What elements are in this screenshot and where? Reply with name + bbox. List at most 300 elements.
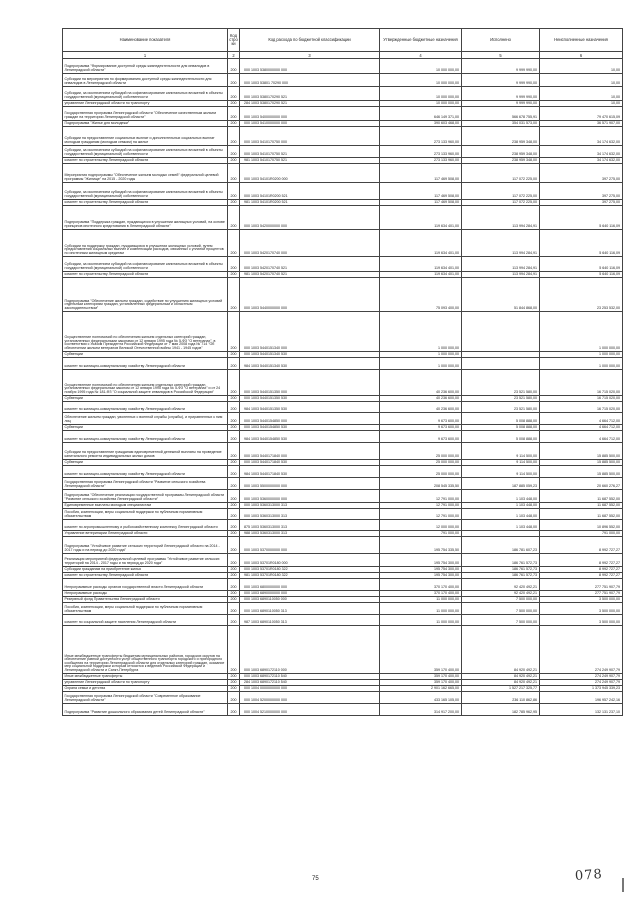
table-row bbox=[63, 615, 623, 626]
row-approved-amount: 40 236 600,00 bbox=[380, 370, 462, 396]
row-approved-amount: 40 236 600,00 bbox=[380, 402, 462, 413]
row-executed-amount: 23 521 580,00 bbox=[462, 396, 540, 402]
row-unexecuted-amount: 3 500 000,00 bbox=[540, 603, 623, 615]
row-unexecuted-amount: 4 664 712,00 bbox=[540, 431, 623, 443]
row-executed-amount: 113 994 284,91 bbox=[462, 257, 540, 272]
row-classification-code: 000 1003 5360313000 313 bbox=[240, 503, 380, 509]
row-executed-amount: 9 114 500,00 bbox=[462, 466, 540, 478]
row-executed-amount: 9 114 500,00 bbox=[462, 460, 540, 466]
row-unexecuted-amount: 16 715 020,00 bbox=[540, 396, 623, 402]
row-classification-code: 000 1003 5440151350 000 bbox=[240, 370, 380, 396]
row-approved-amount: 195 754 300,00 bbox=[380, 554, 462, 567]
row-code: 200 bbox=[228, 626, 240, 674]
row-approved-amount: 273 133 960,00 bbox=[380, 127, 462, 146]
row-classification-code: 000 1003 5440000000 000 bbox=[240, 278, 380, 312]
row-approved-amount: 195 754 335,50 bbox=[380, 537, 462, 554]
table-row bbox=[63, 127, 623, 146]
row-unexecuted-amount: 277 751 907,79 bbox=[540, 579, 623, 591]
row-executed-amount: 92 420 492,21 bbox=[462, 579, 540, 591]
table-body bbox=[63, 59, 623, 716]
row-code: 200 bbox=[228, 59, 240, 74]
row-executed-amount: 236 110 862,86 bbox=[462, 692, 540, 704]
row-classification-code: 284 1003 5380170290 521 bbox=[240, 101, 380, 107]
row-code: 200 bbox=[228, 425, 240, 431]
row-code: 200 bbox=[228, 567, 240, 573]
table-row bbox=[63, 107, 623, 121]
row-executed-amount: 238 959 348,00 bbox=[462, 127, 540, 146]
row-classification-code: 000 1003 54101R0200 000 bbox=[240, 164, 380, 183]
row-executed-amount: 9 999 990,00 bbox=[462, 101, 540, 107]
row-code: 200 bbox=[228, 158, 240, 164]
row-classification-code: 000 1003 5440154850 530 bbox=[240, 425, 380, 431]
row-classification-code: 000 1003 5440151340 000 bbox=[240, 312, 380, 352]
row-code: 200 bbox=[228, 370, 240, 396]
row-code: 200 bbox=[228, 460, 240, 466]
row-unexecuted-amount: 11 687 552,00 bbox=[540, 509, 623, 520]
row-unexecuted-amount: 10,00 bbox=[540, 101, 623, 107]
row-code: 200 bbox=[228, 127, 240, 146]
row-name: комитет по жилищно-коммунальному хозяйству Ленинградской области bbox=[63, 466, 228, 478]
row-name: Подпрограмма "Жилье для молодежи" bbox=[63, 121, 228, 127]
table-row bbox=[63, 278, 623, 312]
row-unexecuted-amount: 8 992 727,27 bbox=[540, 554, 623, 567]
table-row bbox=[63, 59, 623, 74]
row-approved-amount: 117 469 508,00 bbox=[380, 164, 462, 183]
row-unexecuted-amount: 5 640 116,09 bbox=[540, 272, 623, 278]
row-name: комитет по строительству Ленинградской области bbox=[63, 200, 228, 206]
row-unexecuted-amount: 1 000 000,00 bbox=[540, 352, 623, 358]
row-unexecuted-amount: 34 174 632,00 bbox=[540, 127, 623, 146]
table-row bbox=[63, 579, 623, 591]
row-unexecuted-amount: 274 249 907,79 bbox=[540, 626, 623, 674]
row-code: 200 bbox=[228, 358, 240, 370]
row-classification-code: 981 1003 5410170750 521 bbox=[240, 158, 380, 164]
row-classification-code: 000 1003 5360313000 313 bbox=[240, 509, 380, 520]
row-executed-amount: 5 008 888,00 bbox=[462, 425, 540, 431]
row-code: 200 bbox=[228, 509, 240, 520]
row-classification-code: 000 1003 5440171840 530 bbox=[240, 460, 380, 466]
row-name: Подпрограмма "Обеспечение реализации государственной программы Ленинградской области "Развитие сельского хозяйства Ленинградской области" bbox=[63, 490, 228, 503]
row-name: Субвенции bbox=[63, 425, 228, 431]
row-code: 200 bbox=[228, 615, 240, 626]
row-unexecuted-amount: 10 896 552,00 bbox=[540, 520, 623, 531]
row-unexecuted-amount: 11 687 552,00 bbox=[540, 503, 623, 509]
table-row bbox=[63, 478, 623, 490]
page-edge-mark bbox=[622, 878, 624, 892]
row-unexecuted-amount: 277 751 907,79 bbox=[540, 591, 623, 597]
row-approved-amount: 119 634 401,00 bbox=[380, 206, 462, 230]
row-name: Субвенции bbox=[63, 460, 228, 466]
row-executed-amount: 187 885 059,23 bbox=[462, 478, 540, 490]
row-name: Субсидии, за исключением субсидий на софинансирование капитальных вложений в объекты государственной (муниципальной) собственности bbox=[63, 146, 228, 158]
row-classification-code: 000 1003 5380000000 000 bbox=[240, 59, 380, 74]
row-unexecuted-amount: 196 957 242,16 bbox=[540, 692, 623, 704]
row-name: Реализация мероприятий федеральной целевой программы "Устойчивое развитие сельских территорий на 2014 - 2017 годы и на период до 2020 года" bbox=[63, 554, 228, 567]
row-unexecuted-amount: 397 275,00 bbox=[540, 183, 623, 200]
row-code: 200 bbox=[228, 579, 240, 591]
row-classification-code: 984 1003 5440171840 530 bbox=[240, 466, 380, 478]
row-name: Иные межбюджетные трансферты бюджетам муниципальных районов, городских округов на обеспечение равной доступности услуг общественного транспорта городского и пригородного сообщения на территории Ленинградской области для отдельных категорий граждан, оказание мер социальной поддержки которым относится к ведению Российской Федерации и Ленинградской области и Санкт-Петербурга bbox=[63, 626, 228, 674]
row-classification-code: 981 1003 54101R0200 521 bbox=[240, 200, 380, 206]
row-code: 200 bbox=[228, 257, 240, 272]
row-approved-amount: 25 000 000,00 bbox=[380, 466, 462, 478]
row-approved-amount: 10 000 000,00 bbox=[380, 101, 462, 107]
row-executed-amount: 84 920 492,21 bbox=[462, 674, 540, 680]
row-classification-code: 000 1003 5410170750 000 bbox=[240, 127, 380, 146]
row-unexecuted-amount: 10,00 bbox=[540, 59, 623, 74]
row-executed-amount: 186 761 572,73 bbox=[462, 573, 540, 579]
row-approved-amount: 208 545 335,50 bbox=[380, 478, 462, 490]
row-name: управление Ленинградской области по транспорту bbox=[63, 101, 228, 107]
row-executed-amount: 117 072 225,00 bbox=[462, 200, 540, 206]
row-classification-code: 000 1004 5210000000 000 bbox=[240, 704, 380, 716]
row-name: Субвенции bbox=[63, 396, 228, 402]
row-approved-amount: 11 000 000,00 bbox=[380, 615, 462, 626]
row-executed-amount: 117 072 225,00 bbox=[462, 164, 540, 183]
table-row bbox=[63, 402, 623, 413]
row-name: Субсидии на предоставление социальных выплат и дополнительных социальных выплат молодым гражданам (молодым семьям) на жилье bbox=[63, 127, 228, 146]
table-row bbox=[63, 312, 623, 352]
row-executed-amount bbox=[462, 312, 540, 352]
row-executed-amount: 238 959 348,00 bbox=[462, 158, 540, 164]
row-executed-amount: 23 521 580,00 bbox=[462, 402, 540, 413]
row-approved-amount: 10 000 000,00 bbox=[380, 74, 462, 87]
row-unexecuted-amount: 791 000,00 bbox=[540, 531, 623, 537]
table-row bbox=[63, 509, 623, 520]
table-row bbox=[63, 146, 623, 158]
table-row bbox=[63, 164, 623, 183]
table-row bbox=[63, 358, 623, 370]
row-unexecuted-amount: 34 174 632,00 bbox=[540, 158, 623, 164]
row-executed-amount: 182 785 962,95 bbox=[462, 704, 540, 716]
row-executed-amount: 9 999 990,00 bbox=[462, 59, 540, 74]
row-unexecuted-amount: 16 715 020,00 bbox=[540, 402, 623, 413]
row-executed-amount bbox=[462, 358, 540, 370]
row-approved-amount: 370 170 400,00 bbox=[380, 579, 462, 591]
row-unexecuted-amount: 397 275,00 bbox=[540, 164, 623, 183]
row-executed-amount: 9 999 990,00 bbox=[462, 87, 540, 101]
table-header-row bbox=[63, 29, 623, 52]
row-classification-code: 000 1003 6800000000 000 bbox=[240, 579, 380, 591]
row-code: 200 bbox=[228, 278, 240, 312]
row-classification-code: 000 1003 5360000000 000 bbox=[240, 490, 380, 503]
row-approved-amount: 359 170 400,00 bbox=[380, 680, 462, 686]
row-executed-amount: 7 500 000,00 bbox=[462, 615, 540, 626]
row-executed-amount: 113 994 284,91 bbox=[462, 272, 540, 278]
row-approved-amount: 791 000,00 bbox=[380, 531, 462, 537]
row-code: 200 bbox=[228, 200, 240, 206]
table-row bbox=[63, 490, 623, 503]
row-name: Субсидии, за исключением субсидий на софинансирование капитальных вложений в объекты государственной (муниципальной) собственности bbox=[63, 87, 228, 101]
row-approved-amount: 9 673 600,00 bbox=[380, 431, 462, 443]
row-executed-amount: 354 031 573,00 bbox=[462, 121, 540, 127]
row-approved-amount: 390 603 468,00 bbox=[380, 121, 462, 127]
row-executed-amount: 7 500 000,00 bbox=[462, 597, 540, 603]
row-executed-amount: 1 527 217 325,77 bbox=[462, 686, 540, 692]
row-classification-code: 987 1003 6890110050 313 bbox=[240, 615, 380, 626]
row-code: 200 bbox=[228, 591, 240, 597]
row-approved-amount: 11 000 000,00 bbox=[380, 603, 462, 615]
row-unexecuted-amount: 23 253 532,00 bbox=[540, 278, 623, 312]
row-unexecuted-amount: 8 992 727,27 bbox=[540, 573, 623, 579]
column-number: 6 bbox=[540, 52, 623, 59]
row-approved-amount: 117 469 508,00 bbox=[380, 200, 462, 206]
row-executed-amount: 7 500 000,00 bbox=[462, 603, 540, 615]
column-number: 3 bbox=[240, 52, 380, 59]
row-name: комитет по социальной защите населения Ленинградской области bbox=[63, 615, 228, 626]
table-row bbox=[63, 74, 623, 87]
column-number: 2 bbox=[228, 52, 240, 59]
row-executed-amount: 113 994 284,91 bbox=[462, 206, 540, 230]
row-name: Иные межбюджетные трансферты bbox=[63, 674, 228, 680]
handwritten-sheet-number: 078 bbox=[574, 867, 604, 884]
row-name: Осуществление полномочий по обеспечению жильем отдельных категорий граждан, установленных федеральным законом от 12 января 1995 года № 5-ФЗ "О ветеранах" и от 24 ноября 1995 года № 181-ФЗ "О социальной защите инвалидов в Российской Федерации" bbox=[63, 370, 228, 396]
row-name: Подпрограмма "Формирование доступной среды жизнедеятельности для инвалидов в Ленинградской области" bbox=[63, 59, 228, 74]
row-name: управление Ленинградской области по транспорту bbox=[63, 680, 228, 686]
row-code: 200 bbox=[228, 396, 240, 402]
row-executed-amount: 1 103 448,00 bbox=[462, 490, 540, 503]
row-approved-amount: 359 170 400,00 bbox=[380, 626, 462, 674]
row-classification-code: 984 1003 5440151340 530 bbox=[240, 358, 380, 370]
row-name: Осуществление полномочий по обеспечению жильем отдельных категорий граждан, установленных федеральными законами от 12 января 1995 года № 5-ФЗ "О ветеранах", в соответствии с Указом Президента Российской Федерации от 7 мая 2008 года № 714 "Об обеспечении жильем ветеранов Великой Отечественной войны 1941 - 1945 годов" bbox=[63, 312, 228, 352]
row-approved-amount: 195 754 300,00 bbox=[380, 573, 462, 579]
row-classification-code: 000 1003 5420000000 000 bbox=[240, 206, 380, 230]
row-code: 200 bbox=[228, 443, 240, 460]
table-row bbox=[63, 370, 623, 396]
row-unexecuted-amount: 5 640 116,09 bbox=[540, 206, 623, 230]
row-unexecuted-amount: 1 373 945 339,23 bbox=[540, 686, 623, 692]
row-classification-code: 000 1003 5440154850 000 bbox=[240, 413, 380, 425]
row-name: Обеспечение жильем граждан, уволенных с военной службы (службы), и приравненных к ним лиц bbox=[63, 413, 228, 425]
row-executed-amount: 5 008 888,00 bbox=[462, 413, 540, 425]
row-unexecuted-amount: 11 687 552,00 bbox=[540, 490, 623, 503]
row-classification-code: 988 1003 5360313000 313 bbox=[240, 531, 380, 537]
row-code: 200 bbox=[228, 230, 240, 257]
row-unexecuted-amount: 1 000 000,00 bbox=[540, 312, 623, 352]
row-classification-code: 000 1003 5400000000 000 bbox=[240, 107, 380, 121]
row-name: Субсидии на поддержку граждан, нуждающихся в улучшении жилищных условий, путем предоставления социальных выплат и компенсации расходов, связанных с уплатой процентов по ипотечным жилищным кредитам bbox=[63, 230, 228, 257]
row-unexecuted-amount: 10,00 bbox=[540, 74, 623, 87]
row-classification-code: 000 1003 5440151350 530 bbox=[240, 396, 380, 402]
row-code: 200 bbox=[228, 537, 240, 554]
header-executed: Исполнено bbox=[462, 29, 540, 52]
table-row bbox=[63, 603, 623, 615]
row-name: Резервный фонд Правительства Ленинградской области bbox=[63, 597, 228, 603]
row-unexecuted-amount: 132 131 237,10 bbox=[540, 704, 623, 716]
row-approved-amount: 9 673 600,00 bbox=[380, 413, 462, 425]
report-sheet bbox=[62, 28, 622, 716]
row-classification-code: 000 1003 5420170740 521 bbox=[240, 257, 380, 272]
row-approved-amount: 12 791 000,00 bbox=[380, 490, 462, 503]
row-code: 200 bbox=[228, 686, 240, 692]
row-code: 200 bbox=[228, 466, 240, 478]
row-name: Государственная программа Ленинградской области "Обеспечение качественным жильем граждан на территории Ленинградской области" bbox=[63, 107, 228, 121]
row-code: 200 bbox=[228, 573, 240, 579]
table-row bbox=[63, 443, 623, 460]
row-name: Государственная программа Ленинградской области "Развитие сельского хозяйства Ленинградской области" bbox=[63, 478, 228, 490]
row-executed-amount: 238 959 348,00 bbox=[462, 146, 540, 158]
row-executed-amount: 23 521 580,00 bbox=[462, 370, 540, 396]
row-approved-amount: 646 149 371,00 bbox=[380, 107, 462, 121]
table-row bbox=[63, 206, 623, 230]
row-executed-amount: 186 761 572,73 bbox=[462, 554, 540, 567]
row-name: Субвенции bbox=[63, 352, 228, 358]
row-name: комитет по агропромышленному и рыбохозяйственному комплексу Ленинградской области bbox=[63, 520, 228, 531]
row-code: 200 bbox=[228, 431, 240, 443]
row-approved-amount: 1 000 000,00 bbox=[380, 352, 462, 358]
row-unexecuted-amount: 397 275,00 bbox=[540, 200, 623, 206]
row-classification-code: 984 1003 5440151350 530 bbox=[240, 402, 380, 413]
row-classification-code: 000 1004 0000000000 000 bbox=[240, 686, 380, 692]
row-unexecuted-amount: 8 992 727,27 bbox=[540, 537, 623, 554]
row-approved-amount: 273 133 960,00 bbox=[380, 146, 462, 158]
row-name: Подпрограмма "Обеспечение жильем граждан, содействие по улучшению жилищных условий отдельным категориям граждан, установленных федеральным и областным законодательством" bbox=[63, 278, 228, 312]
header-name: Наименование показателя bbox=[63, 29, 228, 52]
column-number: 1 bbox=[63, 52, 228, 59]
row-executed-amount: 9 114 500,00 bbox=[462, 443, 540, 460]
row-approved-amount: 25 000 000,00 bbox=[380, 443, 462, 460]
row-approved-amount: 117 469 508,00 bbox=[380, 183, 462, 200]
row-code: 200 bbox=[228, 206, 240, 230]
row-code: 200 bbox=[228, 531, 240, 537]
row-classification-code: 000 1003 6890110050 313 bbox=[240, 603, 380, 615]
row-approved-amount: 119 634 401,00 bbox=[380, 257, 462, 272]
row-classification-code: 284 1003 6890172110 540 bbox=[240, 680, 380, 686]
row-code: 200 bbox=[228, 603, 240, 615]
row-executed-amount: 1 103 448,00 bbox=[462, 503, 540, 509]
table-row bbox=[63, 230, 623, 257]
header-code: Код стро ки bbox=[228, 29, 240, 52]
column-number: 5 bbox=[462, 52, 540, 59]
row-classification-code: 000 1003 6890110050 000 bbox=[240, 597, 380, 603]
row-name: Пособия, компенсации, меры социальной поддержки по публичным нормативным обязательствам bbox=[63, 509, 228, 520]
row-code: 200 bbox=[228, 554, 240, 567]
row-executed-amount: 92 420 492,21 bbox=[462, 591, 540, 597]
row-approved-amount: 25 000 000,00 bbox=[380, 460, 462, 466]
row-executed-amount: 9 999 990,00 bbox=[462, 74, 540, 87]
table-row bbox=[63, 466, 623, 478]
row-code: 200 bbox=[228, 183, 240, 200]
row-approved-amount: 195 754 300,00 bbox=[380, 567, 462, 573]
row-unexecuted-amount: 20 660 276,27 bbox=[540, 478, 623, 490]
row-classification-code: 000 1003 6890000000 000 bbox=[240, 591, 380, 597]
row-classification-code: 000 1004 5200000000 000 bbox=[240, 692, 380, 704]
row-name: Охрана семьи и детства bbox=[63, 686, 228, 692]
row-unexecuted-amount: 15 885 500,00 bbox=[540, 443, 623, 460]
row-approved-amount: 1 000 000,00 bbox=[380, 358, 462, 370]
row-unexecuted-amount: 79 470 615,09 bbox=[540, 107, 623, 121]
row-name: комитет по строительству Ленинградской области bbox=[63, 573, 228, 579]
table-row bbox=[63, 87, 623, 101]
row-code: 200 bbox=[228, 413, 240, 425]
row-code: 200 bbox=[228, 704, 240, 716]
table-row bbox=[63, 520, 623, 531]
row-code: 200 bbox=[228, 680, 240, 686]
row-name: Мероприятия подпрограммы "Обеспечение жильем молодых семей" федеральной целевой программы "Жилище" на 2015 - 2020 годы bbox=[63, 164, 228, 183]
row-name: комитет по строительству Ленинградской области bbox=[63, 272, 228, 278]
row-classification-code: 000 1003 53801 70290 000 bbox=[240, 74, 380, 87]
row-unexecuted-amount: 5 640 116,09 bbox=[540, 257, 623, 272]
row-classification-code: 981 1003 53701R0180 322 bbox=[240, 573, 380, 579]
row-executed-amount: 84 920 492,21 bbox=[462, 626, 540, 674]
page-number: 75 bbox=[312, 876, 319, 882]
row-code: 200 bbox=[228, 520, 240, 531]
row-approved-amount: 12 791 000,00 bbox=[380, 509, 462, 520]
row-unexecuted-amount: 4 664 712,00 bbox=[540, 413, 623, 425]
row-unexecuted-amount: 8 992 727,27 bbox=[540, 567, 623, 573]
row-approved-amount: 433 165 105,00 bbox=[380, 692, 462, 704]
row-unexecuted-amount: 34 174 632,00 bbox=[540, 146, 623, 158]
row-name: Пособия, компенсации, меры социальной поддержки по публичным нормативным обязательствам bbox=[63, 603, 228, 615]
row-approved-amount: 314 917 200,00 bbox=[380, 704, 462, 716]
row-code: 200 bbox=[228, 692, 240, 704]
row-name: Субсидии, за исключением субсидий на софинансирование капитальных вложений в объекты государственной (муниципальной) собственности bbox=[63, 257, 228, 272]
row-classification-code: 000 1003 5420170740 000 bbox=[240, 230, 380, 257]
row-executed-amount: 117 072 225,00 bbox=[462, 183, 540, 200]
row-executed-amount: 1 103 448,00 bbox=[462, 520, 540, 531]
row-unexecuted-amount: 274 249 907,79 bbox=[540, 674, 623, 680]
row-unexecuted-amount: 16 715 020,00 bbox=[540, 370, 623, 396]
row-classification-code: 000 1003 53701R0180 000 bbox=[240, 554, 380, 567]
row-approved-amount: 359 170 400,00 bbox=[380, 674, 462, 680]
row-classification-code: 000 1003 5440151340 530 bbox=[240, 352, 380, 358]
row-code: 200 bbox=[228, 87, 240, 101]
row-name: Непрограммные расходы органов государственной власти Ленинградской области bbox=[63, 579, 228, 591]
row-name: Субсидии гражданам на приобретение жилья bbox=[63, 567, 228, 573]
row-unexecuted-amount: 15 885 500,00 bbox=[540, 460, 623, 466]
row-approved-amount: 370 170 400,00 bbox=[380, 591, 462, 597]
row-name: Подпрограмма "Развитие дошкольного образования детей Ленинградской области" bbox=[63, 704, 228, 716]
row-classification-code: 000 1003 5380170290 521 bbox=[240, 87, 380, 101]
row-name: Единовременные выплаты молодым специалистам bbox=[63, 503, 228, 509]
row-code: 200 bbox=[228, 146, 240, 158]
row-code: 200 bbox=[228, 74, 240, 87]
table-row bbox=[63, 413, 623, 425]
row-executed-amount: 1 103 448,00 bbox=[462, 509, 540, 520]
row-unexecuted-amount: 4 664 712,00 bbox=[540, 425, 623, 431]
row-executed-amount: 186 761 572,73 bbox=[462, 567, 540, 573]
row-name: Субсидии на предоставление гражданам единовременной денежной выплаты на проведение капитального ремонта индивидуальных жилых домов bbox=[63, 443, 228, 460]
row-code: 200 bbox=[228, 272, 240, 278]
row-classification-code: 984 1003 5440154850 530 bbox=[240, 431, 380, 443]
row-code: 200 bbox=[228, 352, 240, 358]
table-row bbox=[63, 554, 623, 567]
row-unexecuted-amount: 10,00 bbox=[540, 87, 623, 101]
row-classification-code: 875 1003 5360313000 313 bbox=[240, 520, 380, 531]
table-row bbox=[63, 431, 623, 443]
row-name: Подпрограмма "Устойчивое развитие сельских территорий Ленинградской области на 2014 - 2017 годы и на период до 2020 года" bbox=[63, 537, 228, 554]
row-approved-amount: 2 901 162 665,00 bbox=[380, 686, 462, 692]
row-executed-amount: 5 008 888,00 bbox=[462, 431, 540, 443]
row-name: Управление ветеринарии Ленинградской области bbox=[63, 531, 228, 537]
row-code: 200 bbox=[228, 478, 240, 490]
row-approved-amount: 11 000 000,00 bbox=[380, 597, 462, 603]
row-name: комитет по жилищно-коммунальному хозяйству Ленинградской области bbox=[63, 431, 228, 443]
row-approved-amount: 119 634 401,00 bbox=[380, 272, 462, 278]
row-name: Подпрограмма "Поддержка граждан, нуждающихся в улучшении жилищных условий, на основе принципов ипотечного кредитования в Ленинградской области" bbox=[63, 206, 228, 230]
row-executed-amount: 113 994 284,91 bbox=[462, 230, 540, 257]
column-number-row bbox=[63, 52, 623, 59]
row-unexecuted-amount: 15 885 500,00 bbox=[540, 466, 623, 478]
row-executed-amount: 566 678 755,91 bbox=[462, 107, 540, 121]
row-approved-amount: 273 133 960,00 bbox=[380, 158, 462, 164]
row-unexecuted-amount: 1 000 000,00 bbox=[540, 358, 623, 370]
row-classification-code: 000 1003 5410000000 000 bbox=[240, 121, 380, 127]
table-row bbox=[63, 704, 623, 716]
row-approved-amount: 1 000 000,00 bbox=[380, 312, 462, 352]
row-name: Субсидии, за исключением субсидий на софинансирование капитальных вложений в объекты государственной (муниципальной) собственности bbox=[63, 183, 228, 200]
row-approved-amount: 10 000 000,00 bbox=[380, 59, 462, 74]
